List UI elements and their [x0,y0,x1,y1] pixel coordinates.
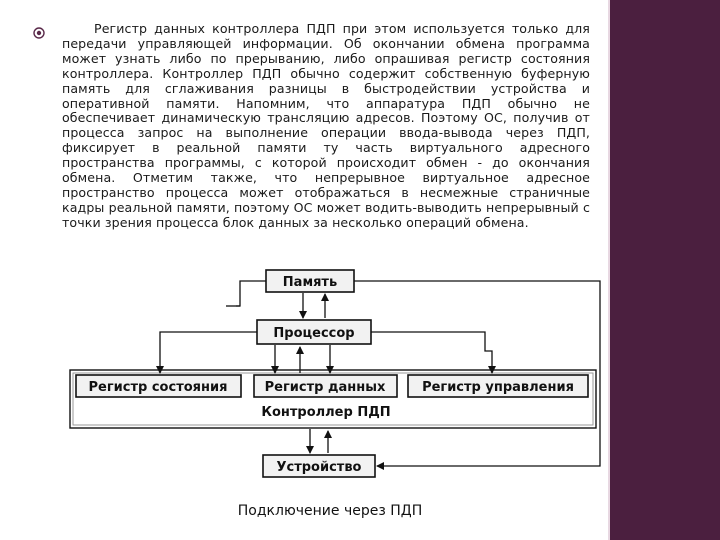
body-paragraph: Регистр данных контроллера ПДП при этом используется только для передачи управляющей информации. Об окончании обмена программа может узнать либо по прерыванию, либо опрашивая регистр состояния контроллера. Контроллер ПДП обычно содержит собственную буферную память для сглаживания разницы в быстродействии устройства и оперативной памяти. Напомним, что аппаратура ПДП обычно не обеспечивает динамическую трансляцию адресов. Поэтому ОС, получив от процесса запрос на выполнение операции ввода-вывода через ПДП, фиксирует в реальной памяти ту часть виртуального адресного пространства программы, с которой происходит обмен - до окончания обмена. Отметим также, что непрерывное виртуальное адресное пространство процесса может отображаться в несмежные страничные кадры реальной памяти, поэтому ОС может водить-выводить непрерывный с точки зрения процесса блок данных за несколько операций обмена. [62,21,590,230]
memory-label: Память [282,275,338,290]
control-register-label: Регистр управления [422,380,574,395]
device-label: Устройство [276,460,362,475]
status-register-label: Регистр состояния [88,380,228,395]
processor-label: Процессор [273,326,355,341]
controller-label: Контроллер ПДП [261,405,391,420]
figure-caption: Подключение через ПДП [237,503,423,519]
data-register-label: Регистр данных [264,380,386,395]
